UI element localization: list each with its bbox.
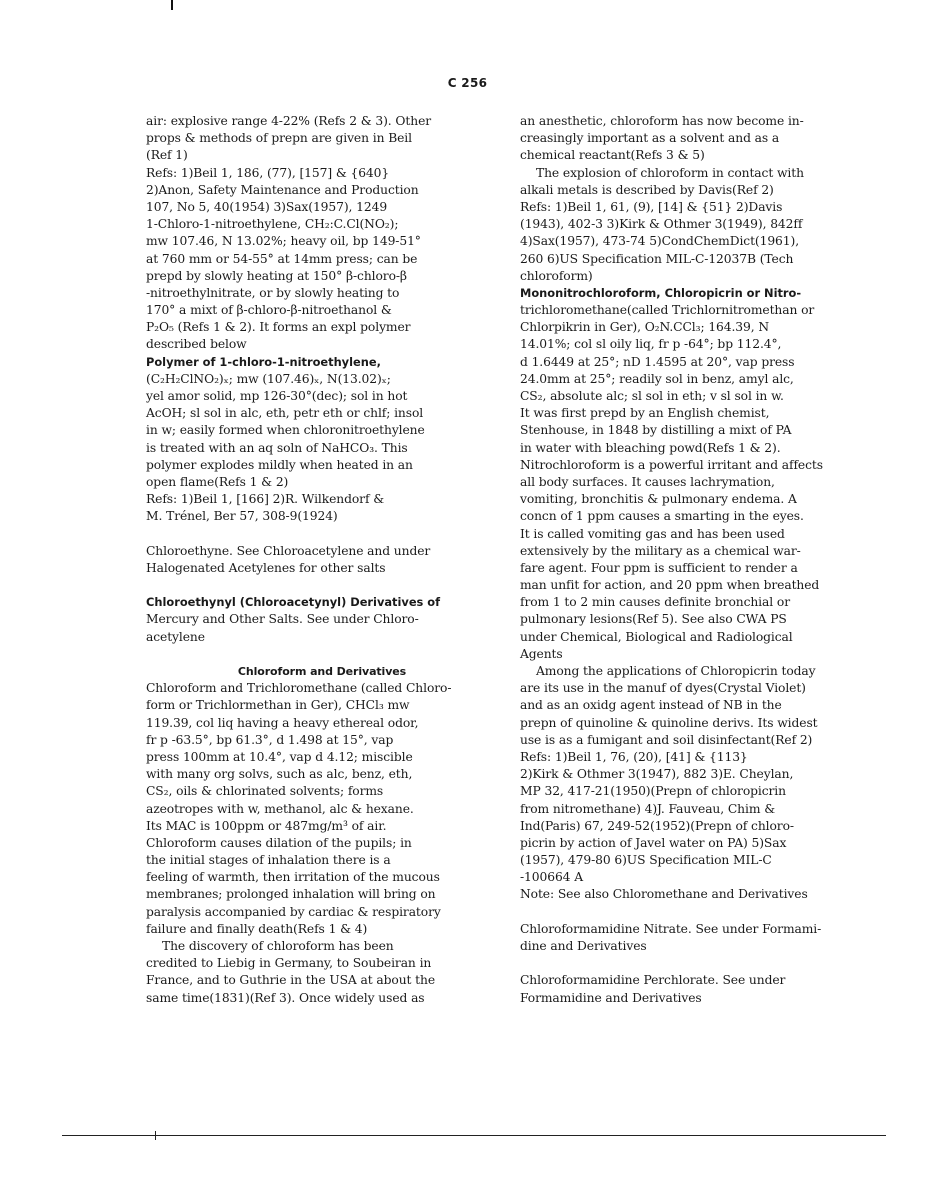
text-line: with many org solvs, such as alc, benz, eth, [146, 767, 413, 782]
text-line: all body surfaces. It causes lachrymation, [520, 474, 775, 489]
text-line: same time(1831)(Ref 3). Once widely used as [146, 990, 425, 1005]
text-line: 2)Anon, Safety Maintenance and Production [146, 182, 419, 197]
text-line: creasingly important as a solvent and as a [520, 131, 780, 146]
text-line: feeling of warmth, then irritation of the mucous [146, 870, 440, 885]
text-line: Mononitrochloroform, Chloropicrin or Nitro- [520, 285, 802, 300]
text-line: Stenhouse, in 1848 by distilling a mixt of PA [520, 423, 792, 438]
text-line: mw 107.46, N 13.02%; heavy oil, bp 149-51° [146, 234, 421, 249]
text-line: the initial stages of inhalation there is a [146, 853, 391, 868]
paragraph-gap [146, 577, 476, 594]
text-line: M. Trénel, Ber 57, 308-9(1924) [146, 509, 338, 524]
text-line: Its MAC is 100ppm or 487mg/m³ of air. [146, 818, 387, 833]
text-line: press 100mm at 10.4°, vap d 4.12; miscible [146, 749, 413, 764]
text-line: The explosion of chloroform in contact with [536, 165, 804, 180]
text-line: is treated with an aq soln of NaHCO₃. This [146, 440, 408, 455]
text-line: Polymer of 1-chloro-1-nitroethylene, [146, 354, 381, 369]
text-line: prepn of quinoline & quinoline derivs. Its widest [520, 715, 818, 730]
text-line: Ind(Paris) 67, 249-52(1952)(Prepn of chloro- [520, 818, 794, 833]
text-line: prepd by slowly heating at 150° β-chloro-β [146, 268, 407, 283]
text-line: 119.39, col liq having a heavy ethereal odor, [146, 715, 419, 730]
text-line: fare agent. Four ppm is sufficient to render a [520, 560, 798, 575]
text-line: d 1.6449 at 25°; nD 1.4595 at 20°, vap press [520, 354, 795, 369]
text-line: CS₂, oils & chlorinated solvents; forms [146, 784, 384, 799]
text-line: chloroform) [520, 268, 593, 283]
text-line: AcOH; sl sol in alc, eth, petr eth or chlf; insol [146, 406, 424, 421]
text-line: Nitrochloroform is a powerful irritant and affects [520, 457, 823, 472]
text-line: under Chemical, Biological and Radiological [520, 629, 793, 644]
text-line: Chlorpikrin in Ger), O₂N.CCl₃; 164.39, N [520, 320, 770, 335]
text-line: vomiting, bronchitis & pulmonary endema. A [520, 492, 797, 507]
text-line: man unfit for action, and 20 ppm when breathed [520, 578, 820, 593]
page-number: C 256 [447, 76, 488, 90]
text-line: 4)Sax(1957), 473-74 5)CondChemDict(1961), [520, 234, 800, 249]
text-line: picrin by action of Javel water on PA) 5)Sax [520, 835, 787, 850]
text-line: Among the applications of Chloropicrin today [536, 664, 816, 678]
text-line: are its use in the manuf of dyes(Crystal Violet) [520, 681, 806, 696]
text-line: 107, No 5, 40(1954) 3)Sax(1957), 1249 [146, 199, 388, 214]
text-line: It was first prepd by an English chemist, [520, 406, 770, 421]
section-title: Chloroform and Derivatives [237, 665, 407, 678]
text-line: Mercury and Other Salts. See under Chloro- [146, 612, 419, 627]
text-line: yel amor solid, mp 126-30°(dec); sol in hot [146, 389, 408, 403]
text-line: alkali metals is described by Davis(Ref 2) [520, 182, 774, 197]
bottom-rule [62, 1135, 886, 1136]
text-line: trichloromethane(called Trichlornitromethan or [520, 303, 815, 318]
text-line: and as an oxidg agent instead of NB in the [520, 698, 782, 713]
text-line: 260 6)US Specification MIL-C-12037B (Tech [520, 251, 794, 266]
text-line: from nitromethane) 4)J. Fauveau, Chim & [520, 801, 776, 816]
text-line: azeotropes with w, methanol, alc & hexane. [146, 801, 414, 816]
paragraph-gap [520, 904, 850, 921]
text-line: Agents [520, 646, 563, 661]
text-line: -nitroethylnitrate, or by slowly heating to [146, 285, 400, 300]
text-line: Refs: 1)Beil 1, 61, (9), [14] & {51} 2)Davis [520, 199, 783, 214]
paragraph-gap [520, 955, 850, 972]
text-line: membranes; prolonged inhalation will bring on [146, 887, 436, 902]
text-line: Refs: 1)Beil 1, 186, (77), [157] & {640} [146, 165, 390, 180]
text-line: props & methods of prepn are given in Beil [146, 131, 412, 146]
text-line: (C₂H₂ClNO₂)ₓ; mw (107.46)ₓ, N(13.02)ₓ; [146, 371, 391, 386]
text-line: from 1 to 2 min causes definite bronchial or [520, 595, 790, 610]
text-line: pulmonary lesions(Ref 5). See also CWA PS [520, 612, 787, 627]
text-line: Formamidine and Derivatives [520, 990, 702, 1005]
text-line: failure and finally death(Refs 1 & 4) [146, 921, 368, 936]
text-line: -100664 A [520, 870, 583, 885]
text-line: Chloroform and Trichloromethane (called Chloro- [146, 681, 452, 696]
text-line: chemical reactant(Refs 3 & 5) [520, 148, 705, 163]
paragraph-gap [146, 526, 476, 543]
text-line: acetylene [146, 629, 205, 644]
text-line: paralysis accompanied by cardiac & respiratory [146, 904, 441, 919]
text-line: Refs: 1)Beil 1, 76, (20), [41] & {113} [520, 749, 748, 764]
text-line: Halogenated Acetylenes for other salts [146, 560, 386, 575]
text-line: dine and Derivatives [520, 939, 647, 953]
text-line: P₂O₅ (Refs 1 & 2). It forms an expl polymer [146, 320, 411, 335]
text-line: Note: See also Chloromethane and Derivatives [520, 887, 808, 902]
text-line: 170° a mixt of β-chloro-β-nitroethanol & [146, 303, 392, 318]
text-line: 1-Chloro-1-nitroethylene, CH₂:C.Cl(NO₂); [146, 217, 399, 232]
text-line: form or Trichlormethan in Ger), CHCl₃ mw [146, 698, 410, 713]
text-line: described below [146, 337, 247, 352]
text-line: (Ref 1) [146, 148, 188, 163]
text-line: France, and to Guthrie in the USA at about the [146, 973, 436, 988]
text-line: in w; easily formed when chloronitroethylene [146, 423, 425, 438]
text-line: Refs: 1)Beil 1, [166] 2)R. Wilkendorf & [146, 492, 385, 507]
top-margin-mark [171, 0, 173, 10]
text-line: fr p -63.5°, bp 61.3°, d 1.498 at 15°, vap [146, 732, 394, 747]
text-line: concn of 1 ppm causes a smarting in the eyes. [520, 509, 804, 524]
text-line: in water with bleaching powd(Refs 1 & 2). [520, 440, 781, 455]
text-line: an anesthetic, chloroform has now become in- [520, 114, 804, 128]
text-line: open flame(Refs 1 & 2) [146, 474, 289, 489]
text-line: (1943), 402-3 3)Kirk & Othmer 3(1949), 842ff [520, 217, 803, 232]
text-line: Chloroethynyl (Chloroacetynyl) Derivatives of [146, 595, 441, 610]
bottom-margin-mark [155, 1131, 156, 1140]
text-line: (1957), 479-80 6)US Specification MIL-C [520, 853, 772, 868]
text-line: credited to Liebig in Germany, to Soubeiran in [146, 956, 432, 971]
text-line: MP 32, 417-21(1950)(Prepn of chloropicrin [520, 784, 786, 799]
text-line: air: explosive range 4-22% (Refs 2 & 3). Other [146, 114, 432, 128]
text-line: 24.0mm at 25°; readily sol in benz, amyl alc, [520, 371, 794, 386]
text-line: The discovery of chloroform has been [162, 939, 394, 953]
text-line: 2)Kirk & Othmer 3(1947), 882 3)E. Cheylan, [520, 767, 794, 782]
text-line: polymer explodes mildly when heated in an [146, 457, 413, 472]
left-column [146, 113, 476, 1007]
text-line: Chloroform causes dilation of the pupils; in [146, 835, 412, 850]
paragraph-gap [146, 646, 476, 663]
text-line: Chloroformamidine Perchlorate. See under [520, 973, 786, 988]
text-line: extensively by the military as a chemical war- [520, 543, 801, 558]
text-line: Chloroformamidine Nitrate. See under Formami- [520, 921, 822, 936]
text-line: Chloroethyne. See Chloroacetylene and under [146, 543, 431, 558]
text-line: CS₂, absolute alc; sl sol in eth; v sl sol in w. [520, 389, 784, 403]
right-column [520, 113, 850, 1007]
text-line: It is called vomiting gas and has been used [520, 526, 785, 541]
text-line: 14.01%; col sl oily liq, fr p -64°; bp 112.4°, [520, 337, 782, 352]
text-line: at 760 mm or 54-55° at 14mm press; can be [146, 251, 418, 266]
text-line: use is as a fumigant and soil disinfectant(Ref 2) [520, 732, 813, 747]
